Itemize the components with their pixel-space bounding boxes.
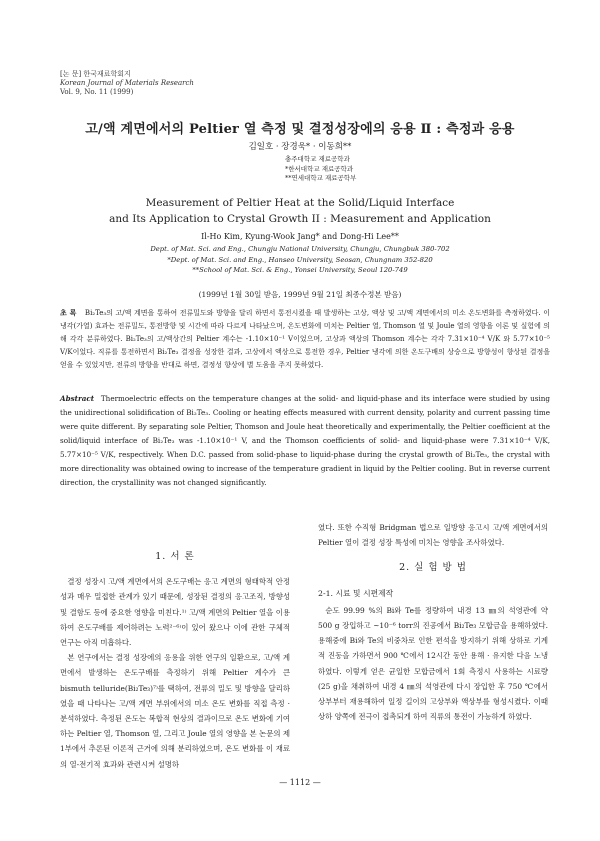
journal-name-ko: [논 문] 한국재료학회지 xyxy=(60,70,131,78)
journal-header xyxy=(60,70,194,97)
journal-name-en: Korean Journal of Materials Research xyxy=(60,79,194,87)
received-dates: (1999년 1월 30일 받음, 1999년 9월 21일 최종수정본 받음) xyxy=(198,290,402,299)
abstract-korean-text: Bi₂Te₃의 고/액 계면을 통하여 전류밀도와 방향을 달리 하면서 통전시켰을 때 발생하는 고상, 액상 및 고/액 계면에서의 미소 온도변화를 측정하였다. 이 냉각(가열) 효과는 전류밀도, 통전방향 및 시간에 따라 다르게 나타났으며, 온도변화에 미치는 Peltier 열, Thomson 열 및 Joule 열의 영향을 이론 및 실험에 의해 각각 분류하였다. Bi₂Te₃의 고/액상간의 Peltier 계수는 -1.10×10⁻¹ V이었으며, 고상과 액상의 Thomson 계수는 각각 7.31×10⁻⁴ V/K 와 5.77×10⁻⁵ V/K이었다. 직류를 통전하면서 Bi₂Te₃ 결정을 성장한 결과, 고상에서 액상으로 통전한 경우, Peltier 냉각에 의한 온도구배의 상승으로 방향성이 향상된 결정을 얻을 수 있었지만, 전류의 방향을 반대로 하면, 결정성 향상에 별 도움을 주지 못하였다. xyxy=(60,309,550,369)
section-2-heading: 2. 실 험 방 법 xyxy=(399,562,467,574)
affiliation-en-3: **School of Mat. Sci. & Eng., Yonsei University, Seoul 120-749 xyxy=(192,266,408,274)
abstract-korean xyxy=(60,306,550,372)
abstract-korean-label: 초 록 xyxy=(60,308,77,317)
title-english-line-2: and Its Application to Crystal Growth II : Measurement and Application xyxy=(109,213,491,225)
abstract-english-label: Abstract xyxy=(60,394,95,403)
section-2-1-paragraph: 순도 99.99 %의 Bi와 Te를 정량하여 내경 13 ㎜의 석영관에 약 500 g 장입하고 ~10⁻⁶ torr의 진공에서 Bi₂Te₃ 모합금을 용해하였다. 용해중에 Bi와 Te의 비중차로 인한 편석을 방지하기 위해 상하로 기계적 진동을 가하면서 900 ℃에서 12시간 동안 용해 · 유지한 다음 노냉하였다. 이렇게 얻은 균일한 모합금에서 1회 측정시 사용하는 시료량 (25 g)을 채취하여 내경 4 ㎜의 석영관에 다시 장입한 후 750 ℃에서 상부부터 재용해하여 일정 길이의 고상부와 액상부를 형성시켰다. 이때 상하 양쪽에 전극이 접촉되게 하여 직류의 통전이 가능하게 하였다. xyxy=(318,605,548,722)
page-number: — 1112 — xyxy=(279,778,321,787)
section-1-paragraph-continued: 였다. 또한 수직형 Bridgman 법으로 일방향 응고시 고/액 계면에서의 Peltier 열이 결정 성장 특성에 미치는 영향을 조사하였다. xyxy=(318,523,548,548)
affiliation-en-2: *Dept. of Mat. Sci. and Eng., Hanseo University, Seosan, Chungnam 352-820 xyxy=(167,255,433,264)
authors-korean: 김일호 · 장경욱* · 이동희** xyxy=(248,142,352,152)
title-english xyxy=(0,195,600,227)
section-1-heading: 1. 서 론 xyxy=(155,551,195,562)
authors-english: Il-Ho Kim, Kyung-Wook Jang* and Dong-Hi Lee** xyxy=(201,232,399,241)
affiliation-en-1: Dept. of Mat. Sci. and Eng., Chungju National University, Chungju, Chungbuk 380-702 xyxy=(150,245,450,253)
abstract-english xyxy=(60,392,550,490)
affiliations-korean xyxy=(285,155,356,184)
affiliation-ko-1: 충주대학교 재료공학과 xyxy=(285,155,350,163)
affiliations-english xyxy=(0,244,600,276)
title-english-line-1: Measurement of Peltier Heat at the Solid/Liquid Interface xyxy=(145,197,455,209)
left-column xyxy=(60,545,290,772)
section-2-1-heading: 2-1. 시료 및 시편제작 xyxy=(318,588,394,598)
right-column xyxy=(318,520,548,724)
title-korean: 고/액 계면에서의 Peltier 열 측정 및 결정성장에의 응용 Ⅱ : 측정과 응용 xyxy=(85,122,515,137)
abstract-english-text: Thermoelectric effects on the temperature changes at the solid- and liquid-phase and its interface were studied by using the unidirectional solidification of Bi₂Te₃. Cooling or heating effects measured with current density, polarity and current passing time were quite different. By separating sole Peltier, Thomson and Joule heat theoretically and experimentally, the Peltier coefficient at the solid/liquid interface of Bi₂Te₃ was -1.10×10⁻¹ V, and the Thomson coefficients of solid- and liquid-phase were 7.31×10⁻⁴ V/K, 5.77×10⁻⁵ V/K, respectively. When D.C. passed from solid-phase to liquid-phase during the crystal growth of Bi₂Te₃, the crystal with more directionality was obtained owing to increase of the temperature gradient in liquid by the Peltier cooling. But in reverse current direction, the crystallinity was not changed significantly. xyxy=(60,394,550,487)
journal-volume: Vol. 9, No. 11 (1999) xyxy=(60,88,134,96)
section-1-paragraph-2: 본 연구에서는 결정 성장에의 응용을 위한 연구의 일환으로, 고/액 계면에서 발생하는 온도구배를 측정하기 위해 Peltier 계수가 큰 bismuth telluride(Bi₂Te₃)⁷⁾를 택하여, 전류의 밀도 및 방향을 달리하였을 때 나타나는 고/액 계면 부위에서의 미소 온도 변화를 직접 측정 · 분석하였다. 측정된 온도는 복합적 현상의 결과이므로 온도 변화에 기여하는 Peltier 열, Thomson 열, 그리고 Joule 열의 영향을 본 논문의 제1부에서 추론된 이론적 근거에 의해 분리하였으며, 온도 변화를 이 재료의 열-전기적 효과와 관련시켜 설명하 xyxy=(60,653,290,769)
affiliation-ko-3: **연세대학교 재료공학부 xyxy=(285,174,357,182)
affiliation-ko-2: *한서대학교 재료공학과 xyxy=(285,164,354,173)
section-1-paragraph-1: 결정 성장시 고/액 계면에서의 온도구배는 응고 계면의 형태학적 안정성과 매우 밀접한 관계가 있기 때문에, 성장된 결정의 응고조직, 방향성 및 결함도 등에 중요한 영향을 미친다.¹⁾ 고/액 계면의 Peltier 열을 이용하여 온도구배를 제어하려는 노력²⁻⁶⁾이 있어 왔으나 이에 관한 구체적 연구는 아직 미흡하다. xyxy=(60,577,290,648)
